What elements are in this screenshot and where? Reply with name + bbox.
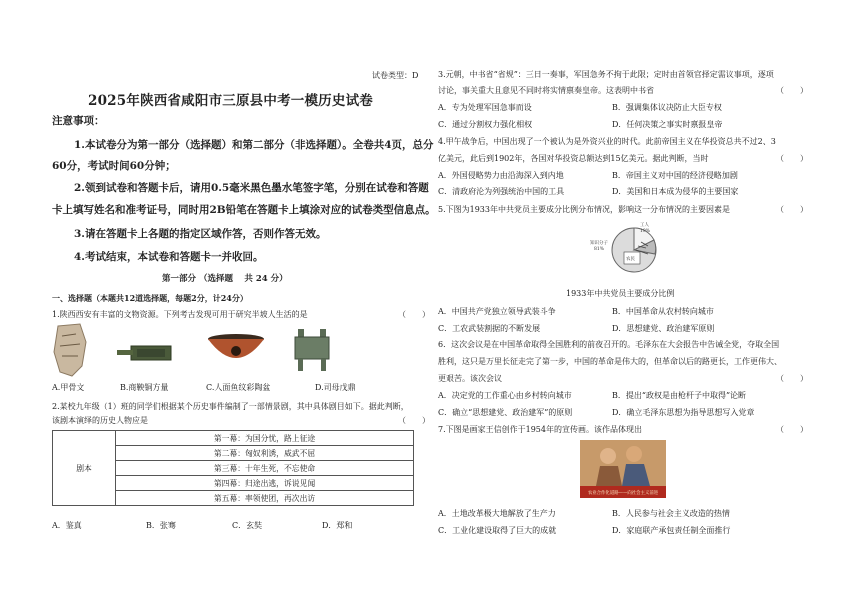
q2-stem-line1: 2.某校九年级（1）班的同学们根据某个历史事件编制了一部情景剧，其中具体剧目如下。据此判断， [52, 402, 409, 411]
exam-type-label: 试卷类型：D [372, 71, 419, 80]
q3-answer-paren: （ ） [776, 86, 808, 95]
notice-line-4: 卡上填写姓名和准考证号，同时用2B铅笔在答题卡上填涂对应的试卷类型信息点。 [52, 204, 436, 216]
chart-label-81: 81% [594, 247, 605, 252]
q5-option-a[interactable]: A．中国共产党独立领导武装斗争 [438, 307, 556, 316]
simuwu-ding-image [292, 325, 332, 373]
part1-title: 第一部分 （选择题 共 24 分） [162, 274, 288, 284]
q6-option-c[interactable]: C．确立“思想建党、政治建军”的原则 [438, 408, 573, 417]
oracle-bone-image [50, 322, 90, 378]
q5-stem: 5.下图为1933年中共党员主要成分比例分布情况，影响这一分布情况的主要因素是 [438, 205, 730, 214]
notice-title: 注意事项： [52, 115, 105, 127]
section1-title: 一、选择题（本题共12道选择题，每题2分，计24分） [52, 293, 248, 303]
q2-option-d[interactable]: D．郑和 [322, 521, 353, 530]
q2-stem-line2: 该剧本演绎的历史人物应是 [52, 416, 148, 425]
q7-option-c[interactable]: C．工业化建设取得了巨大的成就 [438, 526, 557, 535]
q3-option-b[interactable]: B．强调集体议决防止大臣专权 [612, 103, 722, 112]
act-1: 第一幕：为国分忧，路上征途 [116, 431, 414, 446]
q7-answer-paren: （ ） [776, 425, 808, 434]
q4-option-c[interactable]: C．清政府沦为列强统治中国的工具 [438, 187, 565, 196]
q2-option-b[interactable]: B．张骞 [146, 521, 176, 530]
q5-option-c[interactable]: C．工农武装割据的不断发展 [438, 324, 541, 333]
q4-answer-paren: （ ） [776, 154, 808, 163]
notice-line-5: 3.请在答题卡上各题的指定区域作答，否则作答无效。 [74, 228, 327, 240]
chart-label-workers: 工人 [640, 223, 649, 228]
q3-stem-line1: 3.元朝，中书省“省规”：三日一奏事，军国急务不拘于此限；定时由首领官择定需议事项，逐项 [438, 70, 774, 79]
q2-option-a[interactable]: A．鉴真 [52, 521, 82, 530]
q1-stem: 1.陕西西安有丰富的文物资源。下列考古发现可用于研究半坡人生活的是 [52, 310, 308, 319]
q5-answer-paren: （ ） [776, 205, 808, 214]
script-label: 剧本 [53, 431, 116, 506]
page-title: 2025年陕西省咸阳市三原县中考一模历史试卷 [88, 93, 373, 109]
party-composition-pie-chart [588, 220, 668, 278]
q1-option-c[interactable]: C.人面鱼纹彩陶盆 [206, 383, 271, 392]
act-4: 第四幕：归途出逃，诉说见闻 [116, 476, 414, 491]
act-2: 第二幕：匈奴利诱，威武不屈 [116, 446, 414, 461]
q4-stem-line2: 亿美元，此后到1902年，各国对华投资总额达到15亿美元。据此判断，当时 [438, 154, 709, 163]
q6-option-a[interactable]: A．决定党的工作重心由乡村转向城市 [438, 391, 572, 400]
q6-stem-line1: 6．这次会议是在中国革命取得全国胜利的前夜召开的。毛泽东在大会报告中告诫全党，夺取全国 [438, 340, 780, 349]
q6-stem-line3: 更艰苦。该次会议 [438, 374, 502, 383]
q5-option-d[interactable]: D．思想建党、政治建军原则 [612, 324, 715, 333]
q1-answer-paren: （ ） [398, 310, 430, 319]
q5-option-b[interactable]: B．中国革命从农村转向城市 [612, 307, 714, 316]
q5-chart-caption: 1933年中共党员主要成分比例 [566, 289, 675, 298]
chart-label-farmers: 农民 [626, 257, 635, 262]
chart-label-intellectuals: 知识分子 [590, 241, 608, 246]
q4-option-b[interactable]: B．帝国主义对中国的经济侵略加剧 [612, 171, 738, 180]
q1-option-a[interactable]: A.甲骨文 [52, 383, 85, 392]
notice-line-6: 4.考试结束，本试卷和答题卡一并收回。 [74, 251, 264, 263]
q7-option-b[interactable]: B．人民参与社会主义改造的热情 [612, 509, 730, 518]
q3-option-a[interactable]: A．专为处理军国急事而设 [438, 103, 532, 112]
poster-slogan: 农业合作化道路——向社会主义前进 [587, 491, 659, 496]
q3-stem-line2: 讨论，事关重大且意见不同时将实情禀奏皇帝。这表明中书省 [438, 86, 654, 95]
q4-stem-line1: 4.甲午战争后，中国出现了一个被认为是外资兴业的时代。此前帝国主义在华投资总共不过2、3 [438, 137, 776, 146]
q7-stem: 7.下图是画家王信创作于1954年的宣传画。该作品体现出 [438, 425, 642, 434]
notice-line-2: 60分，考试时间60分钟； [52, 160, 176, 172]
q2-option-c[interactable]: C．玄奘 [232, 521, 263, 530]
q3-option-c[interactable]: C．通过分割权力强化相权 [438, 120, 533, 129]
q6-answer-paren: （ ） [776, 374, 808, 383]
q6-stem-line2: 胜利，这只是万里长征走完了第一步，中国的革命是伟大的，但革命以后的路更长，工作更伟大、 [438, 357, 782, 366]
script-table [52, 430, 414, 506]
q4-option-d[interactable]: D．美国和日本成为侵华的主要国家 [612, 187, 739, 196]
q6-option-b[interactable]: B．提出“政权是由枪杆子中取得”论断 [612, 391, 747, 400]
bronze-measure-image [115, 342, 175, 364]
q1-option-b[interactable]: B.商鞅铜方量 [120, 383, 169, 392]
q2-answer-paren: （ ） [398, 416, 430, 425]
q1-option-d[interactable]: D.司母戊鼎 [315, 383, 356, 392]
q7-option-a[interactable]: A．土地改革极大地解放了生产力 [438, 509, 556, 518]
q6-option-d[interactable]: D．确立毛泽东思想为指导思想写入党章 [612, 408, 755, 417]
chart-label-19: 19% [640, 229, 651, 234]
notice-line-1: 1.本试卷分为第一部分（选择题）和第二部分（非选择题）。全卷共4页，总分 [74, 139, 434, 151]
act-5: 第五幕：率领使团，再次出访 [116, 491, 414, 506]
q4-option-a[interactable]: A．外国侵略势力由沿海深入到内地 [438, 171, 564, 180]
painted-pottery-basin-image [206, 333, 266, 365]
q7-option-d[interactable]: D．家庭联产承包责任制全面推行 [612, 526, 731, 535]
notice-line-3: 2.领到试卷和答题卡后，请用0.5毫米黑色墨水笔签字笔，分别在试卷和答题 [74, 182, 429, 194]
act-3: 第三幕：十年生死，不忘使命 [116, 461, 414, 476]
propaganda-poster-image [580, 440, 666, 498]
q3-option-d[interactable]: D．任何决策之事实时禀报皇帝 [612, 120, 723, 129]
